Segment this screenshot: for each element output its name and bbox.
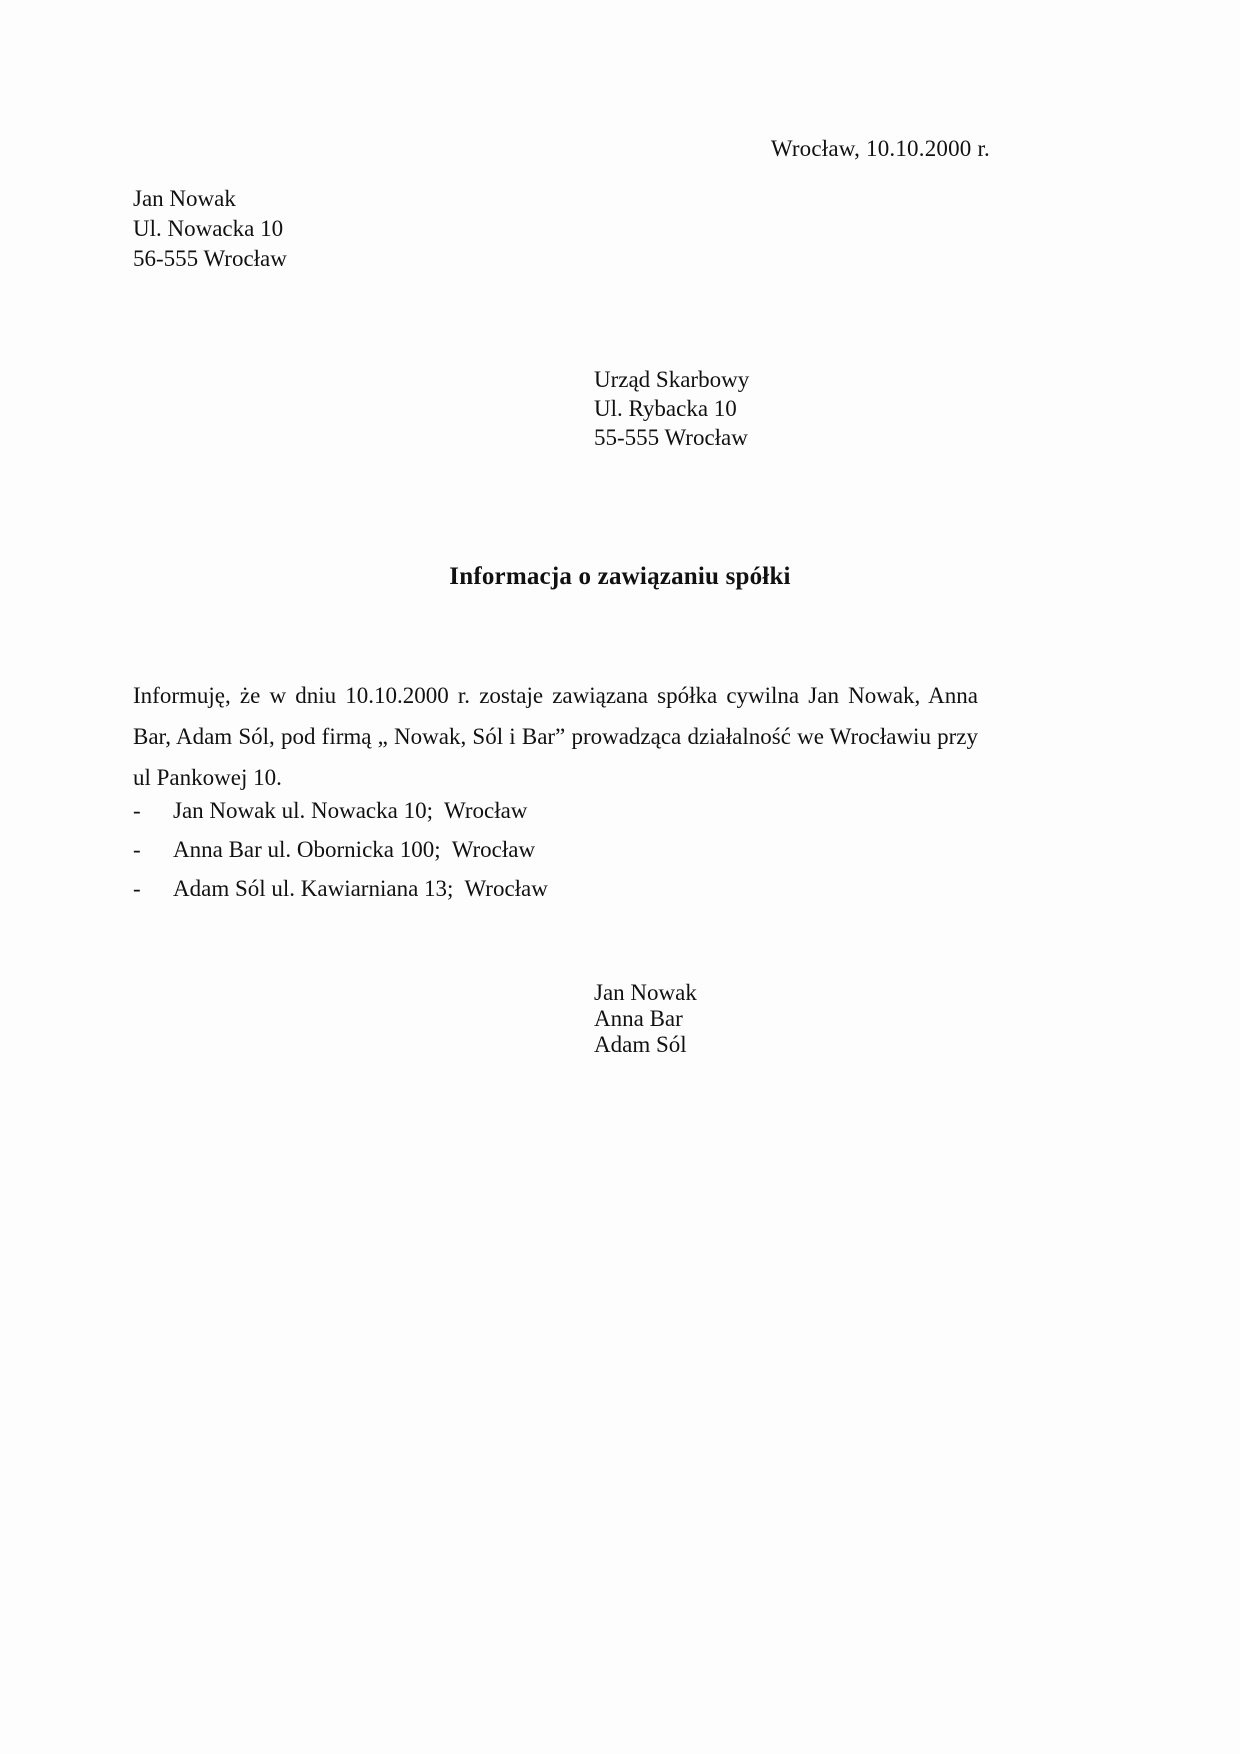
document-title: Informacja o zawiązaniu spółki (449, 563, 791, 590)
list-bullet-dash: - (133, 876, 141, 901)
list-bullet-dash: - (133, 837, 141, 862)
sender-name: Jan Nowak (133, 186, 236, 211)
list-item (133, 798, 993, 837)
list-item (133, 876, 993, 915)
list-item-label: Adam Sól ul. Kawiarniana 13; Wrocław (173, 876, 548, 901)
recipient-street: Ul. Rybacka 10 (594, 396, 737, 421)
recipient-city: 55-555 Wrocław (594, 425, 748, 450)
signature-line: Adam Sól (594, 1032, 687, 1057)
recipient-name: Urząd Skarbowy (594, 367, 750, 392)
list-item (133, 837, 993, 876)
sender-city: 56-555 Wrocław (133, 246, 287, 271)
sender-street: Ul. Nowacka 10 (133, 216, 284, 241)
partner-list (133, 798, 993, 915)
body-paragraph: Informuję, że w dniu 10.10.2000 r. zostaje zawiązana spółka cywilna Jan Nowak, Anna Bar, Adam Sól, pod firmą „ Nowak, Sól i Bar” prowadząca działalność we Wrocławiu przy ul Pankowej 10. (133, 683, 978, 790)
list-item-label: Jan Nowak ul. Nowacka 10; Wrocław (173, 798, 528, 823)
signature-block (594, 980, 697, 1058)
signature-line: Anna Bar (594, 1006, 683, 1031)
date-line: Wrocław, 10.10.2000 r. (770, 136, 990, 161)
sender-address-block (133, 184, 287, 274)
list-bullet-dash: - (133, 798, 141, 823)
recipient-address-block (594, 365, 749, 452)
list-item-label: Anna Bar ul. Obornicka 100; Wrocław (173, 837, 536, 862)
signature-line: Jan Nowak (594, 980, 697, 1005)
